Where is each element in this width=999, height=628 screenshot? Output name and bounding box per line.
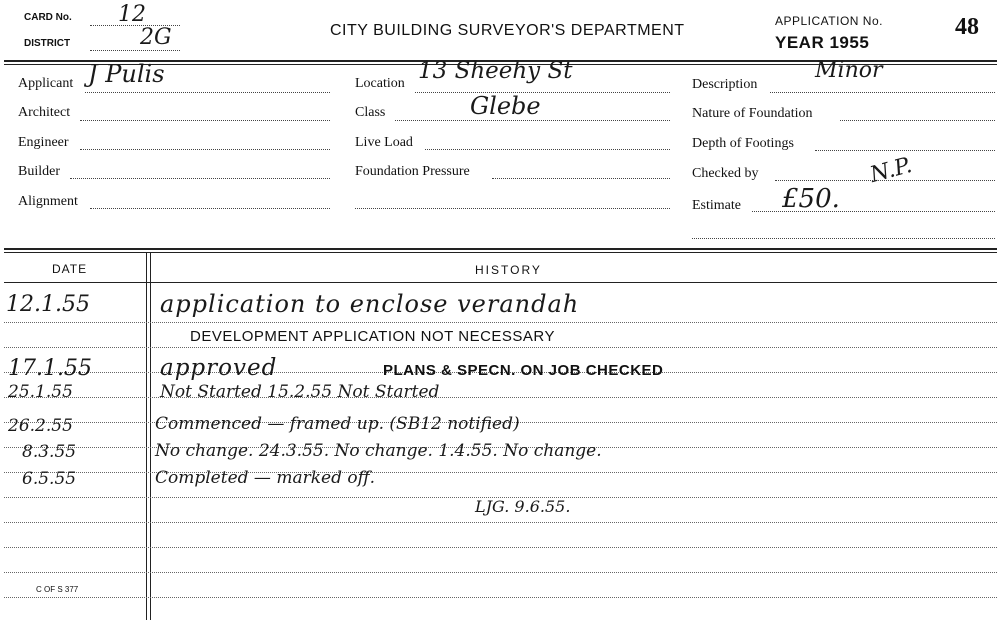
alignment-label: Alignment <box>18 194 78 209</box>
application-label: APPLICATION No. <box>775 14 883 28</box>
history-entry: Completed — marked off. <box>155 468 376 488</box>
development-stamp: DEVELOPMENT APPLICATION NOT NECESSARY <box>190 328 555 345</box>
architect-label: Architect <box>18 105 71 120</box>
history-date: 12.1.55 <box>6 292 90 317</box>
date-column-header: DATE <box>52 262 88 276</box>
application-number: 48 <box>955 14 979 40</box>
checked-by-label: Checked by <box>692 166 759 181</box>
class-label: Class <box>355 105 386 120</box>
description-label: Description <box>692 77 758 92</box>
signature-initials: LJG. 9.6.55. <box>475 497 571 516</box>
form-code: C OF S 377 <box>36 585 79 594</box>
history-entry: No change. 24.3.55. No change. 1.4.55. No change. <box>155 441 602 461</box>
district-label: DISTRICT <box>24 38 71 49</box>
checked-by-value: N.P. <box>867 152 915 189</box>
live-load-label: Live Load <box>355 135 413 150</box>
history-entry: approved <box>160 355 278 381</box>
department-title: CITY BUILDING SURVEYOR'S DEPARTMENT <box>330 22 685 39</box>
card-no-value: 12 <box>118 2 146 27</box>
class-value: Glebe <box>470 92 541 120</box>
depth-of-footings-label: Depth of Footings <box>692 136 794 151</box>
location-value: 13 Sheehy St <box>418 58 573 84</box>
history-entry: Commenced — framed up. (SB12 notified) <box>155 414 520 434</box>
applicant-label: Applicant <box>18 76 74 91</box>
nature-of-foundation-label: Nature of Foundation <box>692 106 813 121</box>
history-entry: Not Started 15.2.55 Not Started <box>160 382 440 402</box>
estimate-label: Estimate <box>692 198 741 213</box>
history-column-header: HISTORY <box>475 263 542 277</box>
estimate-value: £50. <box>782 184 840 214</box>
year-label: YEAR 1955 <box>775 33 870 52</box>
history-entry: application to enclose verandah <box>160 290 580 318</box>
card-no-label: CARD No. <box>24 12 72 23</box>
description-value: Minor <box>815 58 883 83</box>
applicant-value: J Pulis <box>88 60 165 88</box>
engineer-label: Engineer <box>18 135 69 150</box>
history-date: 6.5.55 <box>22 469 77 489</box>
location-label: Location <box>355 76 405 91</box>
history-date: 8.3.55 <box>22 442 77 462</box>
history-date: 25.1.55 <box>8 382 73 402</box>
history-date: 17.1.55 <box>8 356 92 381</box>
history-date: 26.2.55 <box>8 416 73 436</box>
builder-label: Builder <box>18 164 60 179</box>
district-value: 2G <box>140 25 172 50</box>
foundation-pressure-label: Foundation Pressure <box>355 164 470 179</box>
plans-checked-stamp: PLANS & SPECN. ON JOB CHECKED <box>383 362 664 379</box>
